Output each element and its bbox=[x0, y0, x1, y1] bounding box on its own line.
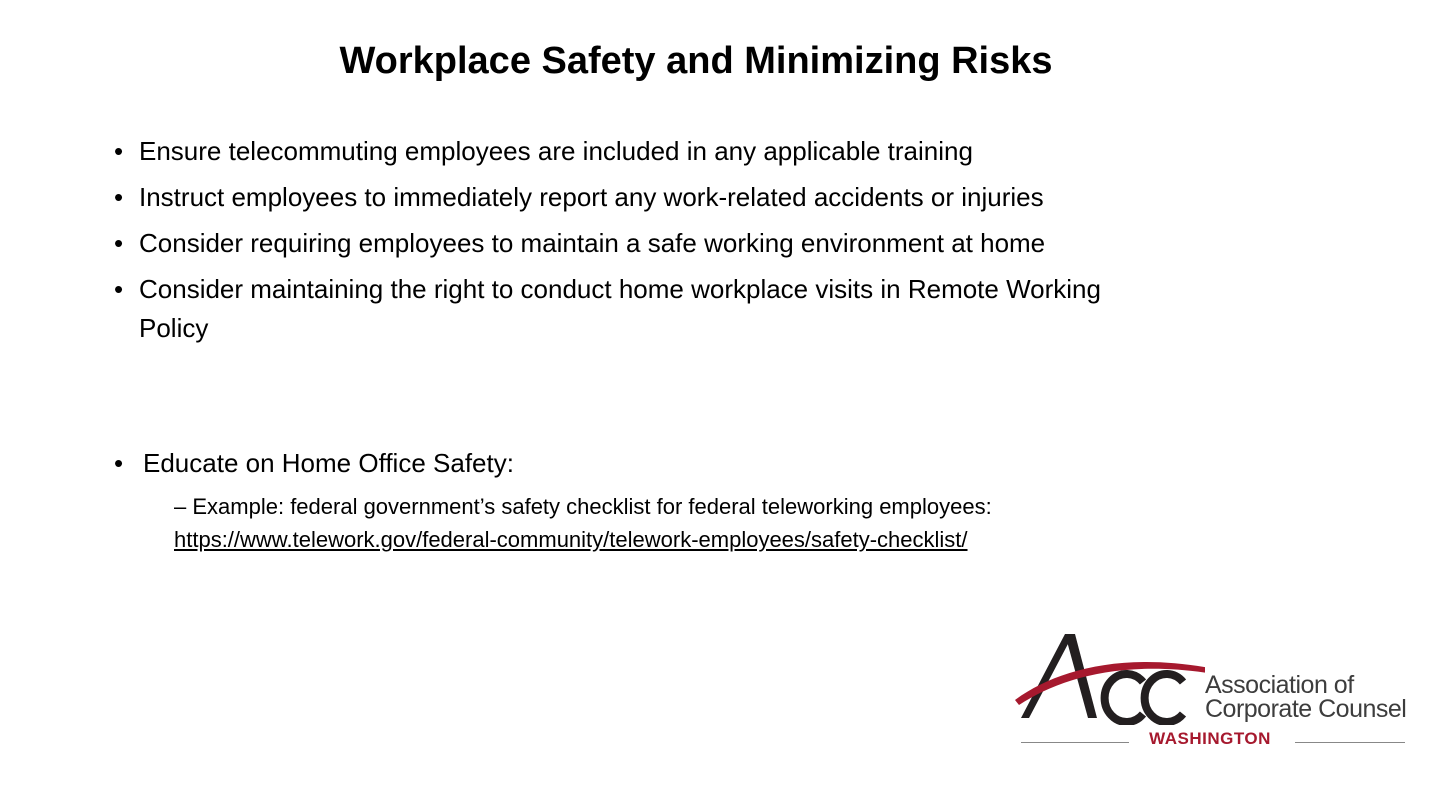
bullet-dot-icon: • bbox=[114, 274, 124, 304]
sub-bullet bbox=[174, 490, 1234, 556]
educate-bullet bbox=[114, 444, 1194, 483]
logo-wordmark bbox=[1205, 673, 1406, 721]
bullet-item bbox=[114, 224, 1194, 263]
bullet-text: Educate on Home Office Safety: bbox=[143, 448, 514, 478]
logo-rule-right bbox=[1295, 742, 1405, 743]
bullet-text: Instruct employees to immediately report any work-related accidents or injuries bbox=[139, 182, 1044, 212]
bullet-dot-icon: • bbox=[114, 182, 124, 212]
bullet-dot-icon: • bbox=[114, 136, 124, 166]
sub-bullet-line bbox=[174, 490, 1234, 523]
sub-bullet-text: Example: federal government’s safety checklist for federal teleworking employees: bbox=[192, 494, 992, 519]
bullet-text: Consider requiring employees to maintain a safe working environment at home bbox=[139, 228, 1046, 258]
acc-monogram-icon bbox=[1015, 630, 1205, 725]
bullet-text: Consider maintaining the right to conduct home workplace visits in Remote Working Policy bbox=[139, 274, 1101, 343]
logo-region: WASHINGTON bbox=[1149, 729, 1271, 748]
logo-name-line1: Association of bbox=[1205, 671, 1354, 699]
acc-logo bbox=[1015, 630, 1410, 760]
bullet-dot-icon: • bbox=[114, 448, 124, 478]
dash-icon: – bbox=[174, 494, 187, 519]
bullet-item bbox=[114, 270, 1194, 348]
safety-checklist-link[interactable]: https://www.telework.gov/federal-community/telework-employees/safety-checklist/ bbox=[174, 527, 968, 552]
slide-title: Workplace Safety and Minimizing Risks bbox=[339, 40, 1053, 82]
bullet-text: Ensure telecommuting employees are included in any applicable training bbox=[139, 136, 973, 166]
logo-name-line2: Corporate Counsel bbox=[1205, 695, 1407, 723]
bullet-item bbox=[114, 178, 1194, 217]
bullet-dot-icon: • bbox=[114, 228, 124, 258]
bullet-list bbox=[114, 132, 1194, 355]
bullet-item bbox=[114, 132, 1194, 171]
